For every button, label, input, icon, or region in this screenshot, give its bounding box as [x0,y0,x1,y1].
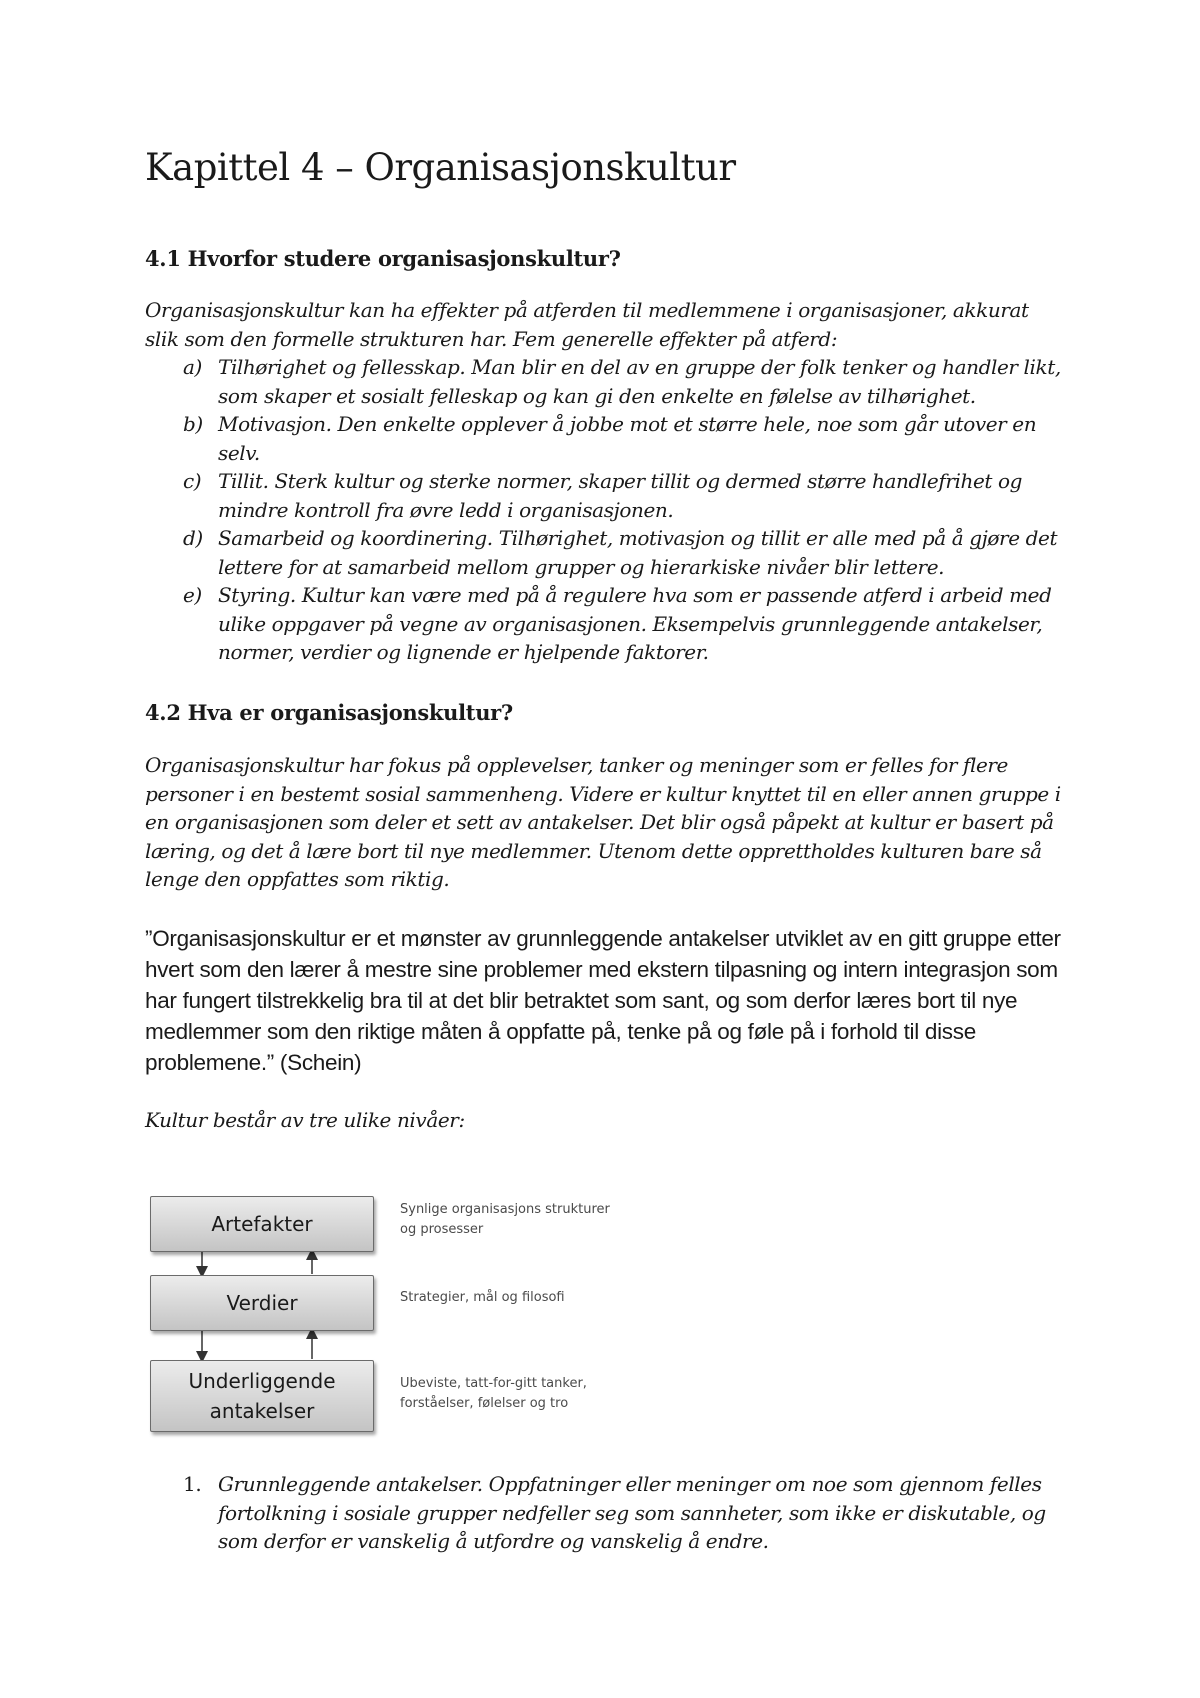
numbered-list [145,1470,1065,1556]
effects-list [145,353,1065,667]
level-box-artefakter: Artefakter [150,1196,374,1252]
list-item [145,353,1065,410]
chapter-title: Kapittel 4 – Organisasjonskultur [145,146,736,189]
section-4-2-intro: Organisasjonskultur har fokus på opplevelser, tanker og meninger som er felles for flere personer i en bestemt sosial sammenheng. Videre er kultur knyttet til en eller annen gruppe i en organisasjonen som deler et sett av antakelser. Det blir også påpekt at kultur er basert på læring, og det å lære bort til nye medlemmer. Utenom dette opprettholdes kulturen bare så lenge den oppfattes som riktig. [145,753,1061,891]
list-item-text: Motivasjon. Den enkelte opplever å jobbe mot et større hele, noe som går utover en selv. [218,412,1037,465]
list-item [145,467,1065,524]
list-marker: 1. [183,1472,202,1496]
level-note-verdier [400,1288,660,1308]
level-box-underliggende-antakelser [150,1360,374,1432]
section-4-1-intro: Organisasjonskultur kan ha effekter på atferden til medlemmene i organisasjoner, akkurat slik som den formelle strukturen har. Fem generelle effekter på atferd: [145,298,1029,351]
level-note-artefakter [400,1200,660,1240]
schein-quote: ”Organisasjonskultur er et mønster av grunnleggende antakelser utviklet av en gitt gruppe etter hvert som den lærer å mestre sine problemer med ekstern tilpasning og intern integrasjon som har fungert tilstrekkelig bra til at det blir betraktet som sant, og som derfor læres bort til nye medlemmer som den riktige måten å oppfatte på, tenke på og føle på i forhold til disse problemene.” (Schein) [145,926,1061,1075]
list-marker: e) [183,583,202,607]
list-marker: d) [183,526,203,550]
note-line2: forståelser, følelser og tro [400,1396,569,1411]
level-label-line2: antakelser [209,1399,315,1423]
note-line1: Ubeviste, tatt-for-gitt tanker, [400,1376,587,1391]
level-box-verdier: Verdier [150,1275,374,1331]
list-item-text: Tilhørighet og fellesskap. Man blir en del av en gruppe der folk tenker og handler likt, som skaper et sosialt felleskap og kan gi den enkelte en følelse av tilhørighet. [218,355,1061,408]
note-line1: Synlige organisasjons strukturer [400,1202,610,1217]
culture-levels-diagram [150,1196,670,1446]
list-item-text: Samarbeid og koordinering. Tilhørighet, motivasjon og tillit er alle med på å gjøre det lettere for at samarbeid mellom grupper og hierarkiske nivåer blir lettere. [218,526,1058,579]
list-item-text: Grunnleggende antakelser. Oppfatninger eller meninger om noe som gjennom felles fortolkning i sosiale grupper nedfeller seg som sannheter, som ikke er diskutable, og som derfor er vanskelig å utfordre og vanskelig å endre. [218,1472,1046,1553]
list-marker: c) [183,469,202,493]
list-item [145,581,1065,667]
levels-intro: Kultur består av tre ulike nivåer: [145,1108,465,1132]
level-note-underliggende [400,1374,660,1414]
list-item [145,410,1065,467]
list-marker: a) [183,355,202,379]
list-item [145,524,1065,581]
list-marker: b) [183,412,203,436]
list-item-text: Styring. Kultur kan være med på å regulere hva som er passende atferd i arbeid med ulike oppgaver på vegne av organisasjonen. Eksempelvis grunnleggende antakelser, normer, verdier og lignende er hjelpende faktorer. [218,583,1052,664]
list-item-text: Tillit. Sterk kultur og sterke normer, skaper tillit og dermed større handlefrihet og mindre kontroll fra øvre ledd i organisasjonen. [218,469,1023,522]
level-label-line1: Underliggende [188,1369,336,1393]
note-line1: Strategier, mål og filosofi [400,1290,565,1305]
note-line2: og prosesser [400,1222,484,1237]
section-heading-4-1: 4.1 Hvorfor studere organisasjonskultur? [145,246,621,271]
section-heading-4-2: 4.2 Hva er organisasjonskultur? [145,700,513,725]
list-item [145,1470,1065,1556]
